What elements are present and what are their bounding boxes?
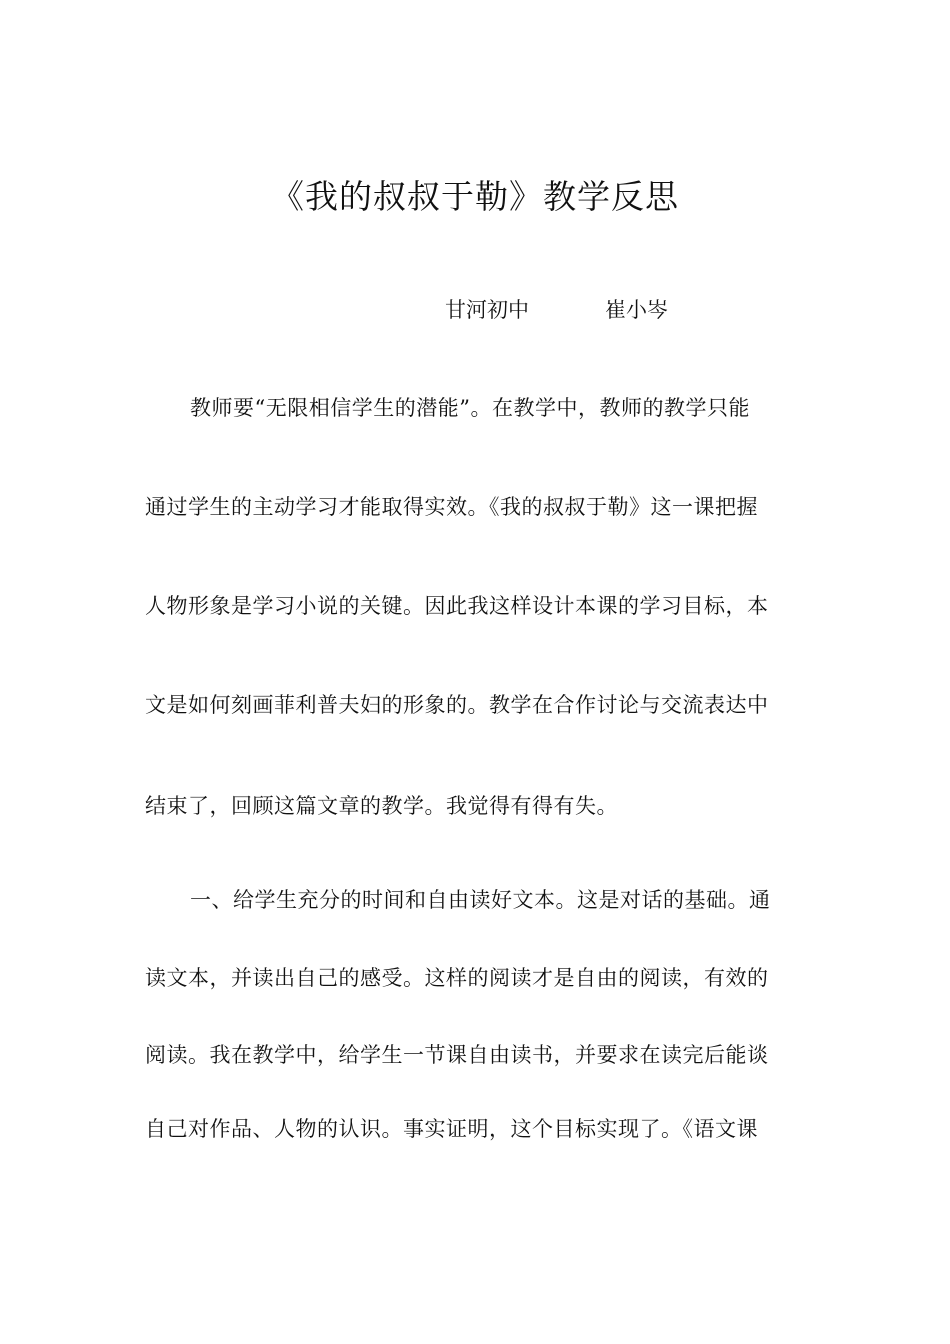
paragraph-2-line-1: 一、给学生充分的时间和自由读好文本。这是对话的基础。通 xyxy=(190,888,771,912)
paragraph-1-line-5: 结束了，回顾这篇文章的教学。我觉得有得有失。 xyxy=(145,794,618,818)
byline-school: 甘河初中 xyxy=(445,298,529,322)
paragraph-2-line-2: 读文本，并读出自己的感受。这样的阅读才是自由的阅读，有效的 xyxy=(145,966,769,990)
paragraph-1-line-1: 教师要“无限相信学生的潜能”。在教学中，教师的教学只能 xyxy=(190,396,750,420)
paragraph-1-line-4: 文是如何刻画菲利普夫妇的形象的。教学在合作讨论与交流表达中 xyxy=(145,693,769,717)
paragraph-1-line-3: 人物形象是学习小说的关键。因此我这样设计本课的学习目标，本 xyxy=(145,594,769,618)
paragraph-2-line-4: 自己对作品、人物的认识。事实证明，这个目标实现了。《语文课 xyxy=(145,1117,758,1141)
paragraph-2-line-3: 阅读。我在教学中，给学生一节课自由读书，并要求在读完后能谈 xyxy=(145,1043,769,1067)
byline-author: 崔小岑 xyxy=(605,298,668,322)
paragraph-1-line-2: 通过学生的主动学习才能取得实效。《我的叔叔于勒》这一课把握 xyxy=(145,495,758,519)
document-title: 《我的叔叔于勒》教学反思 xyxy=(271,177,679,216)
